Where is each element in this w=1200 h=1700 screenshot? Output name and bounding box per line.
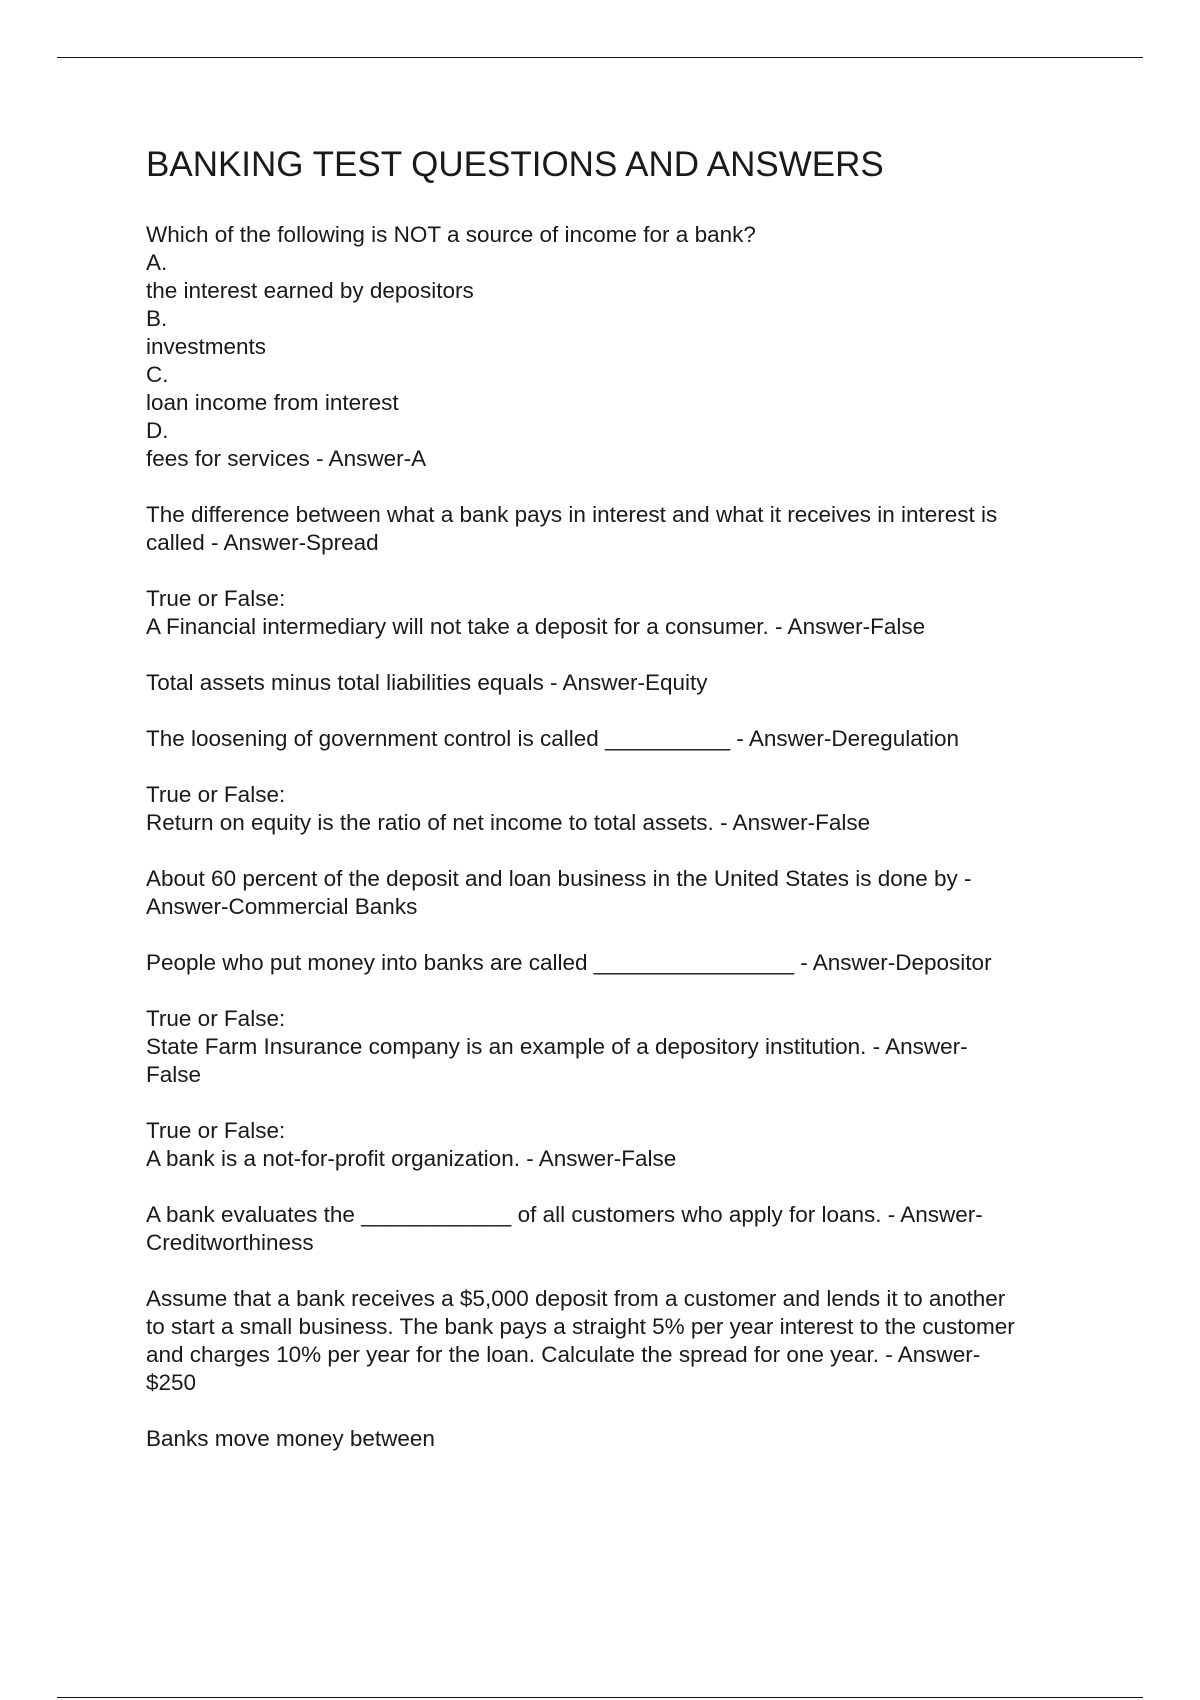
qa-line: $250: [146, 1370, 197, 1395]
qa-item: [146, 669, 1086, 697]
qa-line: Assume that a bank receives a $5,000 deposit from a customer and lends it to another: [146, 1286, 1006, 1311]
qa-line: to start a small business. The bank pays a straight 5% per year interest to the customer: [146, 1314, 1015, 1339]
qa-line: fees for services - Answer-A: [146, 446, 427, 471]
qa-line: B.: [146, 306, 168, 331]
qa-line: The loosening of government control is called __________ - Answer-Deregulation: [146, 726, 959, 751]
qa-item: [146, 585, 1086, 641]
qa-line: Which of the following is NOT a source of income for a bank?: [146, 222, 756, 247]
qa-line: True or False:: [146, 782, 286, 807]
qa-line: Return on equity is the ratio of net income to total assets. - Answer-False: [146, 810, 871, 835]
qa-item: [146, 1117, 1086, 1173]
qa-line: True or False:: [146, 1006, 286, 1031]
qa-line: A bank is a not-for-profit organization. - Answer-False: [146, 1146, 677, 1171]
qa-item: [146, 1425, 1086, 1453]
qa-item: [146, 781, 1086, 837]
qa-item: [146, 865, 1086, 921]
qa-line: called - Answer-Spread: [146, 530, 379, 555]
qa-item: [146, 725, 1086, 753]
qa-list: [146, 221, 1086, 1453]
qa-line: D.: [146, 418, 169, 443]
qa-line: A Financial intermediary will not take a deposit for a consumer. - Answer-False: [146, 614, 926, 639]
qa-item: [146, 1201, 1086, 1257]
footer-rule: [57, 1697, 1143, 1698]
qa-line: False: [146, 1062, 202, 1087]
qa-line: and charges 10% per year for the loan. Calculate the spread for one year. - Answer-: [146, 1342, 981, 1367]
qa-line: About 60 percent of the deposit and loan business in the United States is done by -: [146, 866, 972, 891]
qa-item: [146, 1285, 1086, 1397]
qa-line: People who put money into banks are called ________________ - Answer-Depositor: [146, 950, 992, 975]
document-body: [146, 141, 1086, 1481]
qa-line: Creditworthiness: [146, 1230, 314, 1255]
document-title: BANKING TEST QUESTIONS AND ANSWERS: [146, 145, 884, 184]
qa-line: investments: [146, 334, 267, 359]
qa-line: Answer-Commercial Banks: [146, 894, 418, 919]
qa-line: State Farm Insurance company is an example of a depository institution. - Answer-: [146, 1034, 968, 1059]
qa-line: C.: [146, 362, 169, 387]
qa-line: A.: [146, 250, 168, 275]
qa-line: True or False:: [146, 1118, 286, 1143]
qa-item: [146, 501, 1086, 557]
qa-line: A bank evaluates the ____________ of all customers who apply for loans. - Answer-: [146, 1202, 983, 1227]
qa-line: Total assets minus total liabilities equals - Answer-Equity: [146, 670, 708, 695]
header-rule: [57, 57, 1143, 58]
qa-line: Banks move money between: [146, 1426, 435, 1451]
qa-line: True or False:: [146, 586, 286, 611]
qa-line: the interest earned by depositors: [146, 278, 474, 303]
qa-item: [146, 1005, 1086, 1089]
qa-line: loan income from interest: [146, 390, 399, 415]
qa-item: [146, 949, 1086, 977]
qa-item: [146, 221, 1086, 473]
qa-line: The difference between what a bank pays in interest and what it receives in interest is: [146, 502, 998, 527]
